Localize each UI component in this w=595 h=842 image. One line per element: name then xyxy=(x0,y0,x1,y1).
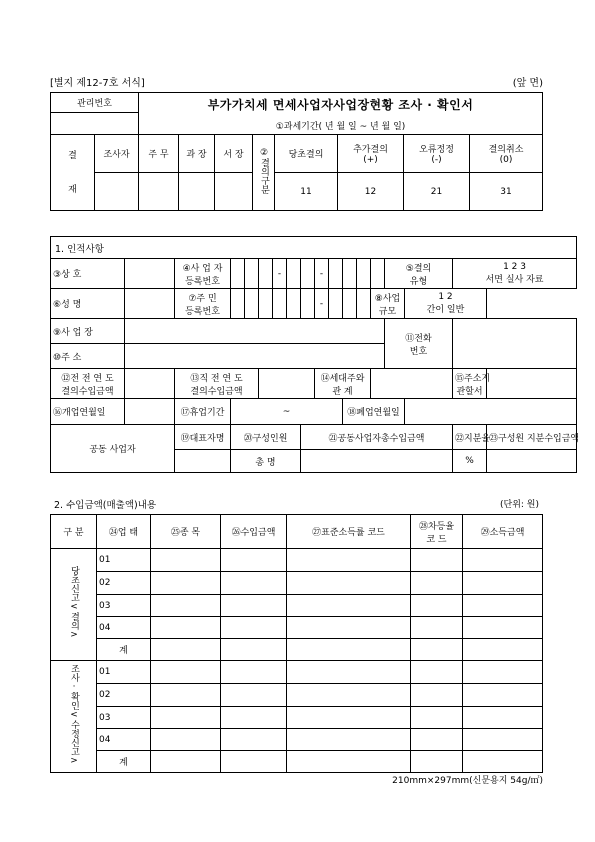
sign-investigator[interactable] xyxy=(95,173,139,211)
document-title: 부가가치세 면세사업자사업장현황 조사 · 확인서 xyxy=(207,97,474,112)
last-year-income-label: ⑬직 전 연 도 결의수입금액 xyxy=(175,369,259,399)
sign-officer[interactable] xyxy=(139,173,179,211)
trade-name-field[interactable] xyxy=(125,259,175,289)
cell[interactable] xyxy=(221,549,287,572)
biz-reg-digit[interactable] xyxy=(371,259,385,289)
cell[interactable] xyxy=(463,707,543,729)
title-cell xyxy=(139,93,543,135)
joint-income-label: ㉑공동사업자총수입금액 xyxy=(301,425,453,450)
biz-size-options[interactable]: 1 2 간이 일반 xyxy=(405,289,487,319)
col-differential: ㉘차등율 코 드 xyxy=(411,515,463,549)
biz-reg-digit[interactable] xyxy=(329,259,343,289)
cell[interactable] xyxy=(463,572,543,595)
cell[interactable] xyxy=(287,572,411,595)
cell[interactable] xyxy=(221,707,287,729)
resident-digit[interactable] xyxy=(301,289,315,319)
role-director: 서 장 xyxy=(215,135,253,173)
type-cancel-label: 결의취소 (0) xyxy=(470,135,543,173)
cell[interactable] xyxy=(221,595,287,617)
member-income-label: ㉓구성원 지분수입금액 xyxy=(487,425,577,450)
paper-spec: 210mm×297mm(신문용지 54g/㎡) xyxy=(392,776,543,786)
biz-reg-digit[interactable] xyxy=(301,259,315,289)
biz-size-label: ⑧사업 규모 xyxy=(371,289,405,319)
row-number: 02 xyxy=(97,572,151,595)
cell[interactable] xyxy=(411,707,463,729)
col-category: 구 분 xyxy=(51,515,97,549)
row-number: 04 xyxy=(97,617,151,639)
biz-reg-digit[interactable] xyxy=(231,259,245,289)
cell[interactable] xyxy=(151,751,221,773)
member-income-field[interactable] xyxy=(487,450,577,473)
row-number: 01 xyxy=(97,661,151,684)
row-number: 03 xyxy=(97,595,151,617)
cell[interactable] xyxy=(151,572,221,595)
sign-director[interactable] xyxy=(215,173,253,211)
role-investigator: 조사자 xyxy=(95,135,139,173)
group-original-label: 당초신고<결의> xyxy=(51,549,97,661)
household-label: ⑭세대주와 관 계 xyxy=(315,369,371,399)
type-cancel-code[interactable]: 31 xyxy=(470,173,543,211)
decision-type-label2: ⑤결의 유형 xyxy=(385,259,453,289)
cell[interactable] xyxy=(151,707,221,729)
total-label: 계 xyxy=(97,639,151,661)
suspend-period-field[interactable]: ~ xyxy=(231,399,343,425)
joint-business-label: 공동 사업자 xyxy=(51,425,175,473)
cell[interactable] xyxy=(287,595,411,617)
prev-year-income-label: ⑫전 전 연 도 결의수입금액 xyxy=(51,369,125,399)
cell[interactable] xyxy=(151,595,221,617)
cell[interactable] xyxy=(287,549,411,572)
cell[interactable] xyxy=(463,595,543,617)
total-label: 계 xyxy=(97,751,151,773)
tax-office-field[interactable] xyxy=(487,369,577,399)
cell[interactable] xyxy=(221,639,287,661)
resident-digit[interactable] xyxy=(231,289,245,319)
members-label: ⑳구성인원 xyxy=(231,425,301,450)
type-correction-code[interactable]: 21 xyxy=(404,173,470,211)
col-std-income-code: ㉗표준소득률 코드 xyxy=(287,515,411,549)
resident-digit[interactable] xyxy=(273,289,287,319)
biz-reg-dash: - xyxy=(273,259,287,289)
row-number: 01 xyxy=(97,549,151,572)
cell[interactable] xyxy=(151,684,221,707)
section1-title: 1. 인적사항 xyxy=(51,237,577,259)
biz-reg-label: ④사 업 자 등록번호 xyxy=(175,259,231,289)
cell[interactable] xyxy=(287,617,411,639)
cell[interactable] xyxy=(151,549,221,572)
tax-office-label: ⑮주소지 관할서 xyxy=(453,369,487,399)
name-field[interactable] xyxy=(125,289,175,319)
row-number: 04 xyxy=(97,729,151,751)
resident-digit[interactable] xyxy=(245,289,259,319)
cell[interactable] xyxy=(287,729,411,751)
resident-digit[interactable] xyxy=(287,289,301,319)
cell[interactable] xyxy=(151,729,221,751)
cell[interactable] xyxy=(287,751,411,773)
cell[interactable] xyxy=(411,549,463,572)
cell[interactable] xyxy=(287,707,411,729)
cell[interactable] xyxy=(463,617,543,639)
cell[interactable] xyxy=(463,549,543,572)
share-field[interactable]: % xyxy=(453,450,487,473)
cell[interactable] xyxy=(411,572,463,595)
cell[interactable] xyxy=(463,661,543,684)
resident-digit[interactable] xyxy=(259,289,273,319)
resident-dash: - xyxy=(315,289,329,319)
biz-reg-dash: - xyxy=(315,259,329,289)
workplace-field[interactable] xyxy=(125,319,385,344)
type-original-code[interactable]: 11 xyxy=(275,173,338,211)
open-date-label: ⑯개업연월일 xyxy=(51,399,125,425)
resident-no-label: ⑦주 민 등록번호 xyxy=(175,289,231,319)
role-manager: 과 장 xyxy=(179,135,215,173)
col-item: ㉕종 목 xyxy=(151,515,221,549)
sign-manager[interactable] xyxy=(179,173,215,211)
cell[interactable] xyxy=(287,684,411,707)
biz-reg-digit[interactable] xyxy=(287,259,301,289)
share-label: ㉒지분율 xyxy=(453,425,487,450)
col-income: ㉙소득금액 xyxy=(463,515,543,549)
biz-reg-digit[interactable] xyxy=(343,259,357,289)
members-field[interactable]: 총 명 xyxy=(231,450,301,473)
open-date-field[interactable] xyxy=(125,399,175,425)
suspend-period-label: ⑰휴업기간 xyxy=(175,399,231,425)
resident-digit[interactable] xyxy=(357,289,371,319)
name-label: ⑥성 명 xyxy=(51,289,125,319)
section2-title: 2. 수입금액(매출액)내용 xyxy=(54,500,157,511)
type-additional-label: 추가결의 (+) xyxy=(338,135,404,173)
cell[interactable] xyxy=(411,729,463,751)
rep-name-field[interactable] xyxy=(175,450,231,473)
cell[interactable] xyxy=(411,661,463,684)
cell[interactable] xyxy=(411,595,463,617)
cell[interactable] xyxy=(411,639,463,661)
cell[interactable] xyxy=(463,639,543,661)
cell[interactable] xyxy=(151,639,221,661)
prev-year-income-field[interactable] xyxy=(125,369,175,399)
cell[interactable] xyxy=(411,684,463,707)
joint-income-field[interactable] xyxy=(301,450,453,473)
resident-digit[interactable] xyxy=(329,289,343,319)
row-number: 03 xyxy=(97,707,151,729)
approval-label: 결 재 xyxy=(51,135,95,211)
unit-label: (단위: 원) xyxy=(500,500,539,510)
cell[interactable] xyxy=(287,661,411,684)
decision-type-options[interactable]: 1 2 3 서면 실사 자료 xyxy=(453,259,577,289)
biz-reg-digit[interactable] xyxy=(245,259,259,289)
col-business-type: ㉔업 태 xyxy=(97,515,151,549)
address-label: ⑩주 소 xyxy=(51,344,125,369)
last-year-income-field[interactable] xyxy=(259,369,315,399)
decision-type-label: ②결의구분 xyxy=(253,135,275,211)
biz-reg-digit[interactable] xyxy=(259,259,273,289)
cell[interactable] xyxy=(151,617,221,639)
cell[interactable] xyxy=(221,684,287,707)
cell[interactable] xyxy=(287,639,411,661)
role-officer: 주 무 xyxy=(139,135,179,173)
cell[interactable] xyxy=(463,751,543,773)
close-date-field[interactable] xyxy=(405,399,577,425)
personal-info-table xyxy=(50,236,580,473)
address-field[interactable] xyxy=(125,344,385,369)
mgmt-no-label: 관리번호 xyxy=(51,93,139,113)
cell[interactable] xyxy=(151,661,221,684)
page-side-label: (앞 면) xyxy=(512,78,543,89)
cell[interactable] xyxy=(463,684,543,707)
cell[interactable] xyxy=(221,572,287,595)
resident-digit[interactable] xyxy=(343,289,357,319)
row-number: 02 xyxy=(97,684,151,707)
form-reference: [별지 제12-7호 서식] xyxy=(50,78,145,89)
type-additional-code[interactable]: 12 xyxy=(338,173,404,211)
workplace-label: ⑨사 업 장 xyxy=(51,319,125,344)
cell[interactable] xyxy=(463,729,543,751)
trade-name-label: ③상 호 xyxy=(51,259,125,289)
phone-label: ⑪전화 번호 xyxy=(385,319,453,369)
col-income-amount: ㉖수입금액 xyxy=(221,515,287,549)
cell[interactable] xyxy=(221,751,287,773)
tax-period: ①과세기간( 년 월 일 ~ 년 월 일) xyxy=(275,121,406,132)
group-revised-label: 조사·확인<수정신고> xyxy=(51,661,97,773)
cell[interactable] xyxy=(221,661,287,684)
mgmt-no-field[interactable] xyxy=(51,113,139,135)
cell[interactable] xyxy=(411,751,463,773)
rep-name-label: ⑲대표자명 xyxy=(175,425,231,450)
type-correction-label: 오류정정 (-) xyxy=(404,135,470,173)
cell[interactable] xyxy=(221,729,287,751)
biz-reg-digit[interactable] xyxy=(357,259,371,289)
type-original-label: 당초결의 xyxy=(275,135,338,173)
cell[interactable] xyxy=(221,617,287,639)
cell[interactable] xyxy=(411,617,463,639)
phone-field[interactable] xyxy=(453,319,577,369)
income-table xyxy=(50,514,543,773)
header-table xyxy=(50,92,543,211)
household-field[interactable] xyxy=(371,369,453,399)
close-date-label: ⑱폐업연월일 xyxy=(343,399,405,425)
